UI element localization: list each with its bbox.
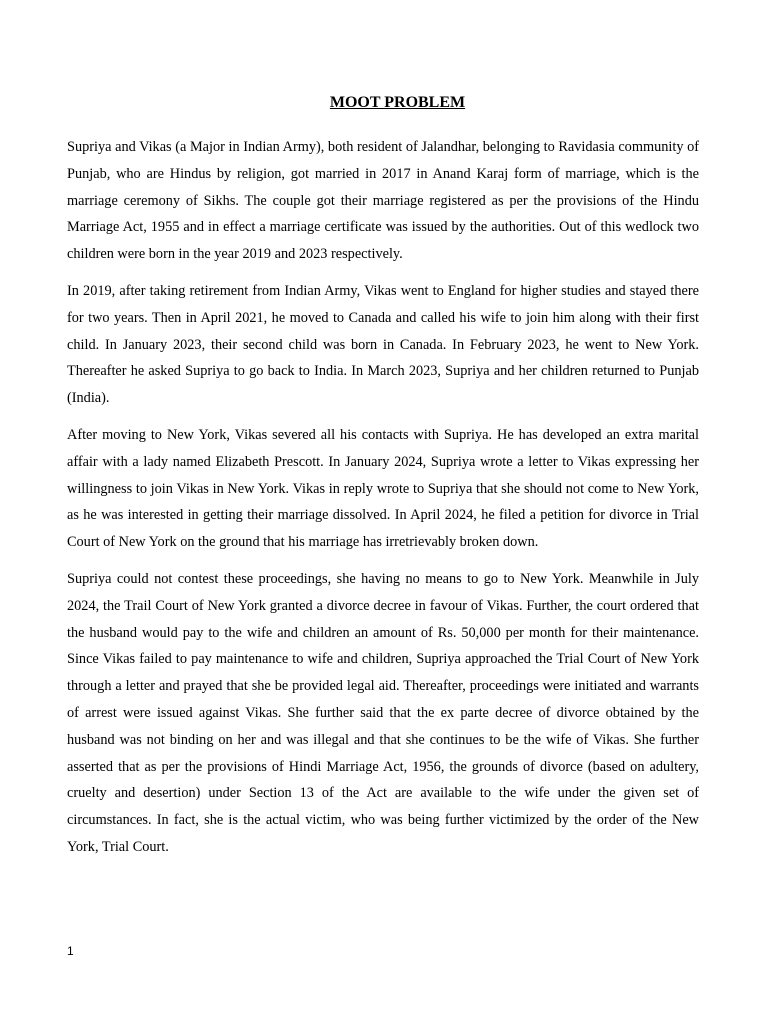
paragraph-2: In 2019, after taking retirement from Indian Army, Vikas went to England for higher studies and stayed there for two years. Then in April 2021, he moved to Canada and called his wife to join him along with their first child. In January 2023, their second child was born in Canada. In February 2023, he went to New York. Thereafter he asked Supriya to go back to India. In March 2023, Supriya and her children returned to Punjab (India). [67, 282, 699, 407]
paragraph-4: Supriya could not contest these proceedings, she having no means to go to New York. Meanwhile in July 2024, the Trail Court of New York granted a divorce decree in favour of Vikas. Further, the court ordered that the husband would pay to the wife and children an amount of Rs. 50,000 per month for their maintenance. Since Vikas failed to pay maintenance to wife and children, Supriya approached the Trial Court of New York through a letter and prayed that she be provided legal aid. Thereafter, proceedings were initiated and warrants of arrest were issued against Vikas. She further said that the ex parte decree of divorce obtained by the husband was not binding on her and was illegal and that she continues to be the wife of Vikas. She further asserted that as per the provisions of Hindi Marriage Act, 1956, the grounds of divorce (based on adultery, cruelty and desertion) under Section 13 of the Act are available to the wife under the given set of circumstances. In fact, she is the actual victim, who was being further victimized by the order of the New York, Trial Court. [67, 570, 699, 855]
page-number: 1 [67, 944, 74, 958]
document-body [67, 134, 699, 871]
document-title: MOOT PROBLEM [329, 94, 466, 111]
paragraph-1: Supriya and Vikas (a Major in Indian Army), both resident of Jalandhar, belonging to Ravidasia community of Punjab, who are Hindus by religion, got married in 2017 in Anand Karaj form of marriage, which is the marriage ceremony of Sikhs. The couple got their marriage registered as per the provisions of the Hindu Marriage Act, 1955 and in effect a marriage certificate was issued by the authorities. Out of this wedlock two children were born in the year 2019 and 2023 respectively. [67, 139, 699, 263]
paragraph-3: After moving to New York, Vikas severed all his contacts with Supriya. He has developed an extra marital affair with a lady named Elizabeth Prescott. In January 2024, Supriya wrote a letter to Vikas expressing her willingness to join Vikas in New York. Vikas in reply wrote to Supriya that she should not come to New York, as he was interested in getting their marriage dissolved. In April 2024, he filed a petition for divorce in Trial Court of New York on the ground that his marriage has irretrievably broken down. [67, 426, 699, 551]
